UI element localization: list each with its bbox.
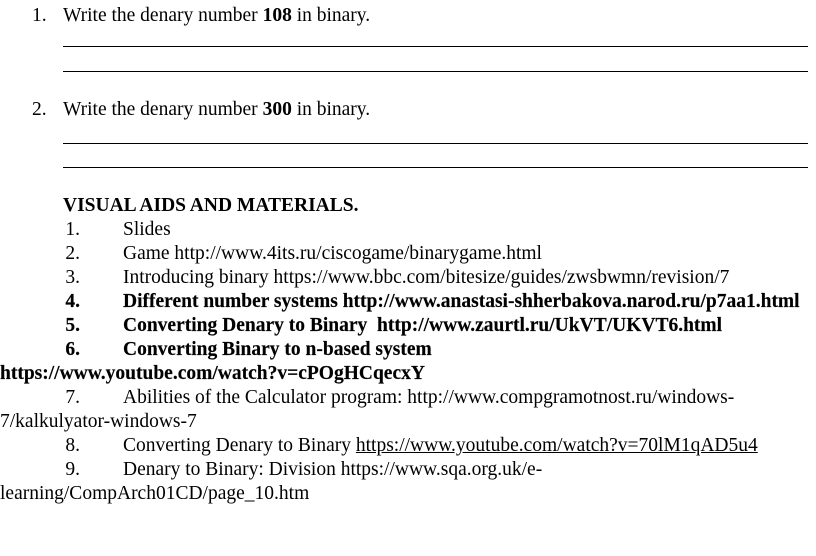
list-item-text: Slides [123, 219, 171, 240]
question-text: Write the denary number 300 in binary. [63, 99, 371, 120]
answer-line [63, 46, 808, 47]
list-item-number: 7. [65, 387, 80, 408]
list-item-number: 5. [65, 315, 80, 336]
list-item-text: Denary to Binary: Division https://www.sqa.org.uk/e- [123, 459, 543, 480]
list-item-number: 1. [65, 219, 80, 240]
list-item-text: Abilities of the Calculator program: http://www.compgramotnost.ru/windows- [123, 387, 735, 408]
section-heading: VISUAL AIDS AND MATERIALS. [63, 195, 359, 216]
question-number: 2. [32, 99, 47, 120]
list-item-number: 2. [65, 243, 80, 264]
list-item-text: Converting Binary to n-based system [123, 339, 432, 360]
list-item-text: Converting Denary to Binary http://www.zaurtl.ru/UkVT/UKVT6.html [123, 315, 723, 336]
denary-value: 108 [262, 5, 292, 26]
answer-line [63, 143, 808, 144]
list-item-text: Different number systems http://www.anastasi-shherbakova.narod.ru/p7aa1.html [123, 291, 800, 312]
list-item-number: 3. [65, 267, 80, 288]
video-link[interactable]: https://www.youtube.com/watch?v=70lM1qAD5u4 [355, 435, 758, 456]
list-item-number: 6. [65, 339, 80, 360]
denary-value: 300 [262, 99, 292, 120]
list-item-text: Introducing binary https://www.bbc.com/bitesize/guides/zwsbwmn/revision/7 [123, 267, 730, 288]
list-item-text: Game http://www.4its.ru/ciscogame/binarygame.html [123, 243, 542, 264]
list-item-text: Converting Denary to Binary https://www.youtube.com/watch?v=70lM1qAD5u4 [123, 435, 758, 456]
list-item-number: 9. [65, 459, 80, 480]
question-text: Write the denary number 108 in binary. [63, 5, 371, 26]
answer-line [63, 71, 808, 72]
list-item-number: 4. [65, 291, 80, 312]
list-item-continuation: 7/kalkulyator-windows-7 [0, 411, 197, 432]
list-item-continuation: learning/CompArch01CD/page_10.htm [0, 483, 310, 504]
question-number: 1. [32, 5, 47, 26]
list-item-number: 8. [65, 435, 80, 456]
list-item-continuation: https://www.youtube.com/watch?v=cPOgHCqecxY [0, 363, 425, 384]
answer-line [63, 167, 808, 168]
